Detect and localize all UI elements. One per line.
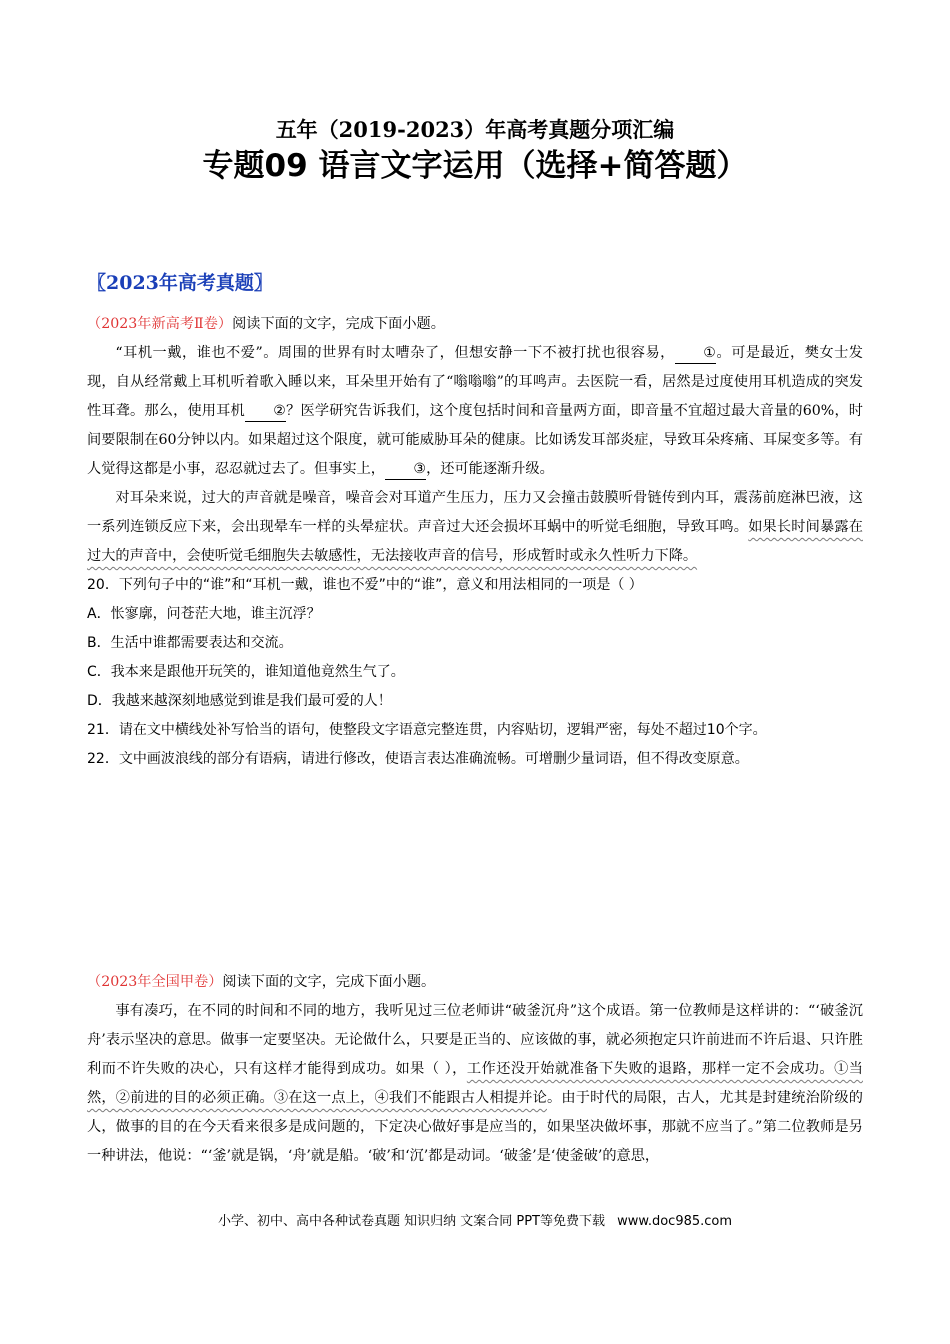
passage-1-paragraph-2 (87, 484, 863, 571)
footer-link[interactable]: www.doc985.com (617, 1214, 733, 1229)
passage-1-text: “耳机一戴，谁也不爱”。周围的世界有时太嘈杂了，但想安静一下不被打扰也很容易， (115, 345, 675, 361)
passage-1-text: ，还可能逐渐升级。 (426, 461, 554, 477)
passage-2-header (87, 968, 863, 997)
document-title: 五年（2019-2023）年高考真题分项汇编 (275, 117, 675, 142)
blank-3: ③ (385, 459, 426, 480)
wavy-underlined-text: 如果长时间暴露在过大的声音中，会使听觉毛细胞失去敏感性，无法接收声音的信号，形成暂时或永久性听力下降。 (87, 519, 863, 564)
passage-2-block (87, 968, 863, 1171)
wavy-underlined-text: 工作还没开始就准备下失败的退路，那样一定不会成功。①当然，②前进的目的必须正确。③在这一点上，④我们不能跟古人相提并论 (87, 1061, 863, 1106)
option-c: C．我本来是跟他开玩笑的，谁知道他竟然生气了。 (87, 664, 405, 680)
passage-2-intro: 阅读下面的文字，完成下面小题。 (222, 974, 436, 990)
question-20: 20．下列句子中的“谁”和“耳机一戴，谁也不爱”中的“谁”，意义和用法相同的一项是（ ） (87, 577, 643, 593)
passage-2-source: （2023年全国甲卷） (87, 974, 223, 990)
option-b: B．生活中谁都需要表达和交流。 (87, 635, 293, 651)
section-heading: 〖2023年高考真题〗 (87, 272, 273, 294)
passage-2-paragraph-1 (87, 997, 863, 1171)
passage-1-intro: 阅读下面的文字，完成下面小题。 (232, 316, 445, 332)
passage-1-text: 对耳朵来说，过大的声音就是噪音，噪音会对耳道产生压力，压力又会撞击鼓膜听骨链传到内耳，震荡前庭淋巴液，这一系列连锁反应下来，会出现晕车一样的头晕症状。声音过大还会损坏耳蜗中的听觉毛细胞，导致耳鸣。 (87, 490, 863, 535)
option-a: A．怅寥廓，问苍茫大地，谁主沉浮？ (87, 606, 321, 622)
page-footer (0, 1210, 950, 1234)
blank-1: ① (675, 343, 716, 364)
question-21: 21．请在文中横线处补写恰当的语句，使整段文字语意完整连贯，内容贴切，逻辑严密，每处不超过10个字。 (87, 722, 767, 738)
blank-2: ② (245, 401, 286, 422)
passage-2-text: 事有凑巧，在不同的时间和不同的地方，我听见过三位老师讲“破釜沉舟”这个成语。第一位教师是这样讲的：“‘破釜沉舟’表示坚决的意思。做事一定要坚决。无论做什么，只要是正当的、应该做的事，就必须抱定只许前进而不许后退、只许胜利而不许失败的决心，只有这样才能得到成功。如果（ ）， (87, 1003, 863, 1077)
footer-text: 小学、初中、高中各种试卷真题 知识归纳 文案合同 PPT等免费下载 (217, 1214, 605, 1229)
question-22: 22．文中画波浪线的部分有语病，请进行修改，使语言表达准确流畅。可增删少量词语，但不得改变原意。 (87, 751, 749, 767)
document-subtitle: 专题09 语言文字运用（选择+简答题） (202, 148, 748, 184)
passage-1-text: 。可是最近，樊女士发现，自从经常戴上耳机听着歌入睡以来，耳朵里开始有了“嗡嗡嗡”的耳鸣声。去医院一看，居然是过度使用耳机造成的突发性耳聋。那么，使用耳机 (87, 345, 863, 419)
passage-1-source: （2023年新高考Ⅱ卷） (87, 316, 233, 332)
passage-1-block (87, 310, 863, 774)
option-d: D．我越来越深刻地感觉到谁是我们最可爱的人！ (87, 693, 392, 709)
passage-1-header (87, 310, 863, 339)
passage-1-text: ？医学研究告诉我们，这个度包括时间和音量两方面，即音量不宜超过最大音量的60%，时间要限制在60分钟以内。如果超过这个限度，就可能威胁耳朵的健康。比如诱发耳部炎症，导致耳朵疼痛、耳屎变多等。有人觉得这都是小事，忍忍就过去了。但事实上， (87, 403, 863, 477)
passage-1-paragraph-1 (87, 339, 863, 484)
passage-2-text: 。由于时代的局限，古人，尤其是封建统治阶级的人，做事的目的在今天看来很多是成问题的，下定决心做好事是应当的，如果坚决做坏事，那就不应当了。”第二位教师是另一种讲法，他说：“‘釜’就是锅，‘舟’就是船。‘破’和‘沉’都是动词。‘破釜’是‘使釜破’的意思， (87, 1090, 863, 1164)
